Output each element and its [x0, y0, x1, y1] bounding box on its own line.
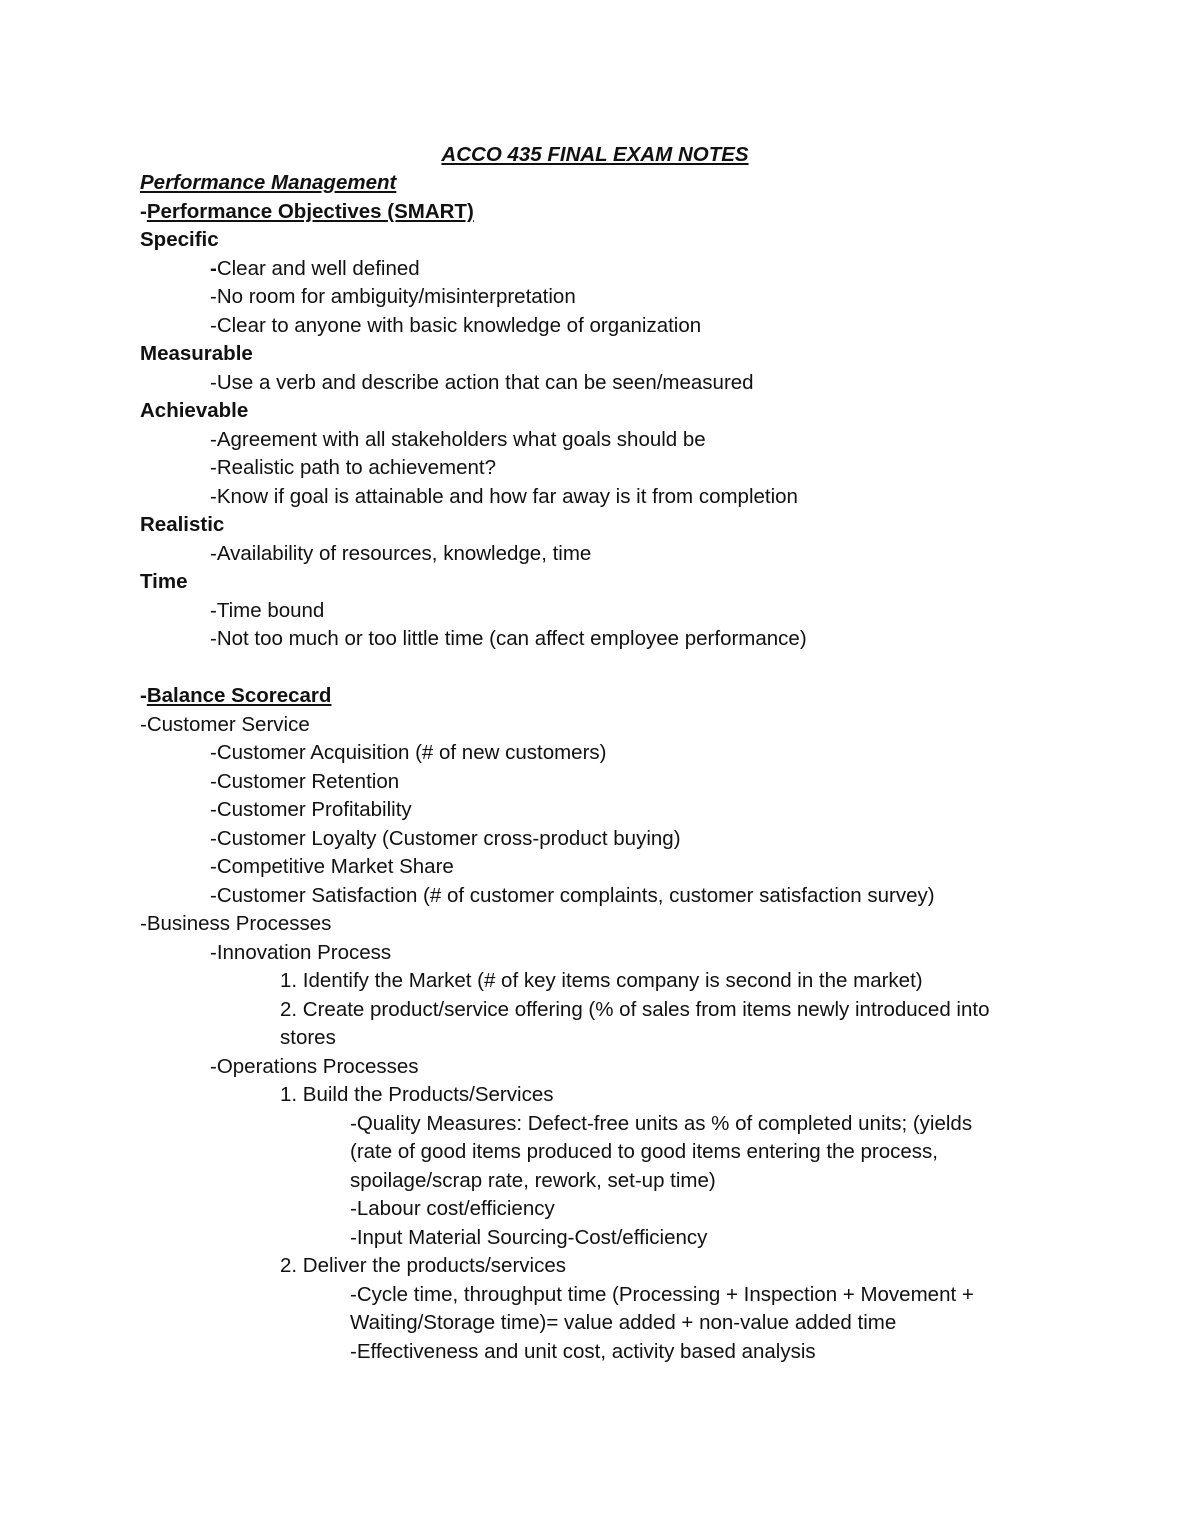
detail-item: -Effectiveness and unit cost, activity based analysis — [350, 1339, 816, 1363]
note-item: -Customer Profitability — [210, 798, 412, 821]
note-item: -Time bound — [210, 598, 325, 622]
note-item: -Use a verb and describe action that can be seen/measured — [210, 370, 754, 394]
blank-line — [140, 654, 1040, 683]
category-item: -Business Processes — [140, 912, 332, 935]
term-heading: Achievable — [140, 399, 249, 422]
document-title: ACCO 435 FINAL EXAM NOTES — [441, 143, 749, 166]
note-item: -Operations Processes — [210, 1054, 419, 1078]
note-item: -Agreement with all stakeholders what goals should be — [210, 427, 706, 451]
detail-item: -Quality Measures: Defect-free units as % of completed units; (yields — [350, 1111, 973, 1135]
note-item: -Clear and well defined — [210, 256, 420, 280]
note-item: -Customer Loyalty (Customer cross-product buying) — [210, 826, 681, 850]
subsection-heading: -Performance Objectives (SMART) — [140, 199, 474, 223]
detail-item: -Labour cost/efficiency — [350, 1197, 555, 1220]
detail-item-continued: Waiting/Storage time)= value added + non-value added time — [350, 1311, 897, 1334]
section-heading: Performance Management — [140, 171, 397, 194]
numbered-item: 1. Identify the Market (# of key items company is second in the market) — [280, 969, 923, 992]
term-heading: Specific — [140, 228, 219, 251]
note-item: -Clear to anyone with basic knowledge of organization — [210, 313, 702, 337]
note-item: -Innovation Process — [210, 940, 392, 964]
note-item: -Customer Retention — [210, 769, 400, 793]
numbered-item: 2. Deliver the products/services — [280, 1254, 566, 1277]
note-item: -Customer Acquisition (# of new customers) — [210, 741, 607, 764]
numbered-item: 1. Build the Products/Services — [280, 1083, 554, 1106]
note-item: -Know if goal is attainable and how far away is it from completion — [210, 484, 798, 508]
term-heading: Realistic — [140, 513, 225, 536]
detail-item-continued: (rate of good items produced to good items entering the process, — [350, 1140, 939, 1163]
numbered-item: 2. Create product/service offering (% of sales from items newly introduced into — [280, 997, 990, 1021]
detail-item: -Input Material Sourcing-Cost/efficiency — [350, 1225, 708, 1249]
subsection-heading: -Balance Scorecard — [140, 684, 332, 707]
note-item: -Competitive Market Share — [210, 855, 454, 878]
numbered-item-continued: stores — [280, 1026, 336, 1049]
note-item: -Not too much or too little time (can affect employee performance) — [210, 627, 807, 650]
category-item: -Customer Service — [140, 712, 310, 736]
notes-body — [140, 169, 1040, 1366]
term-heading: Measurable — [140, 342, 253, 365]
note-item: -No room for ambiguity/misinterpretation — [210, 285, 576, 308]
term-heading: Time — [140, 570, 188, 593]
note-item: -Realistic path to achievement? — [210, 456, 497, 479]
note-item: -Availability of resources, knowledge, time — [210, 541, 592, 565]
note-item: -Customer Satisfaction (# of customer complaints, customer satisfaction survey) — [210, 883, 935, 907]
detail-item-continued: spoilage/scrap rate, rework, set-up time) — [350, 1168, 716, 1192]
detail-item: -Cycle time, throughput time (Processing + Inspection + Movement + — [350, 1282, 974, 1306]
